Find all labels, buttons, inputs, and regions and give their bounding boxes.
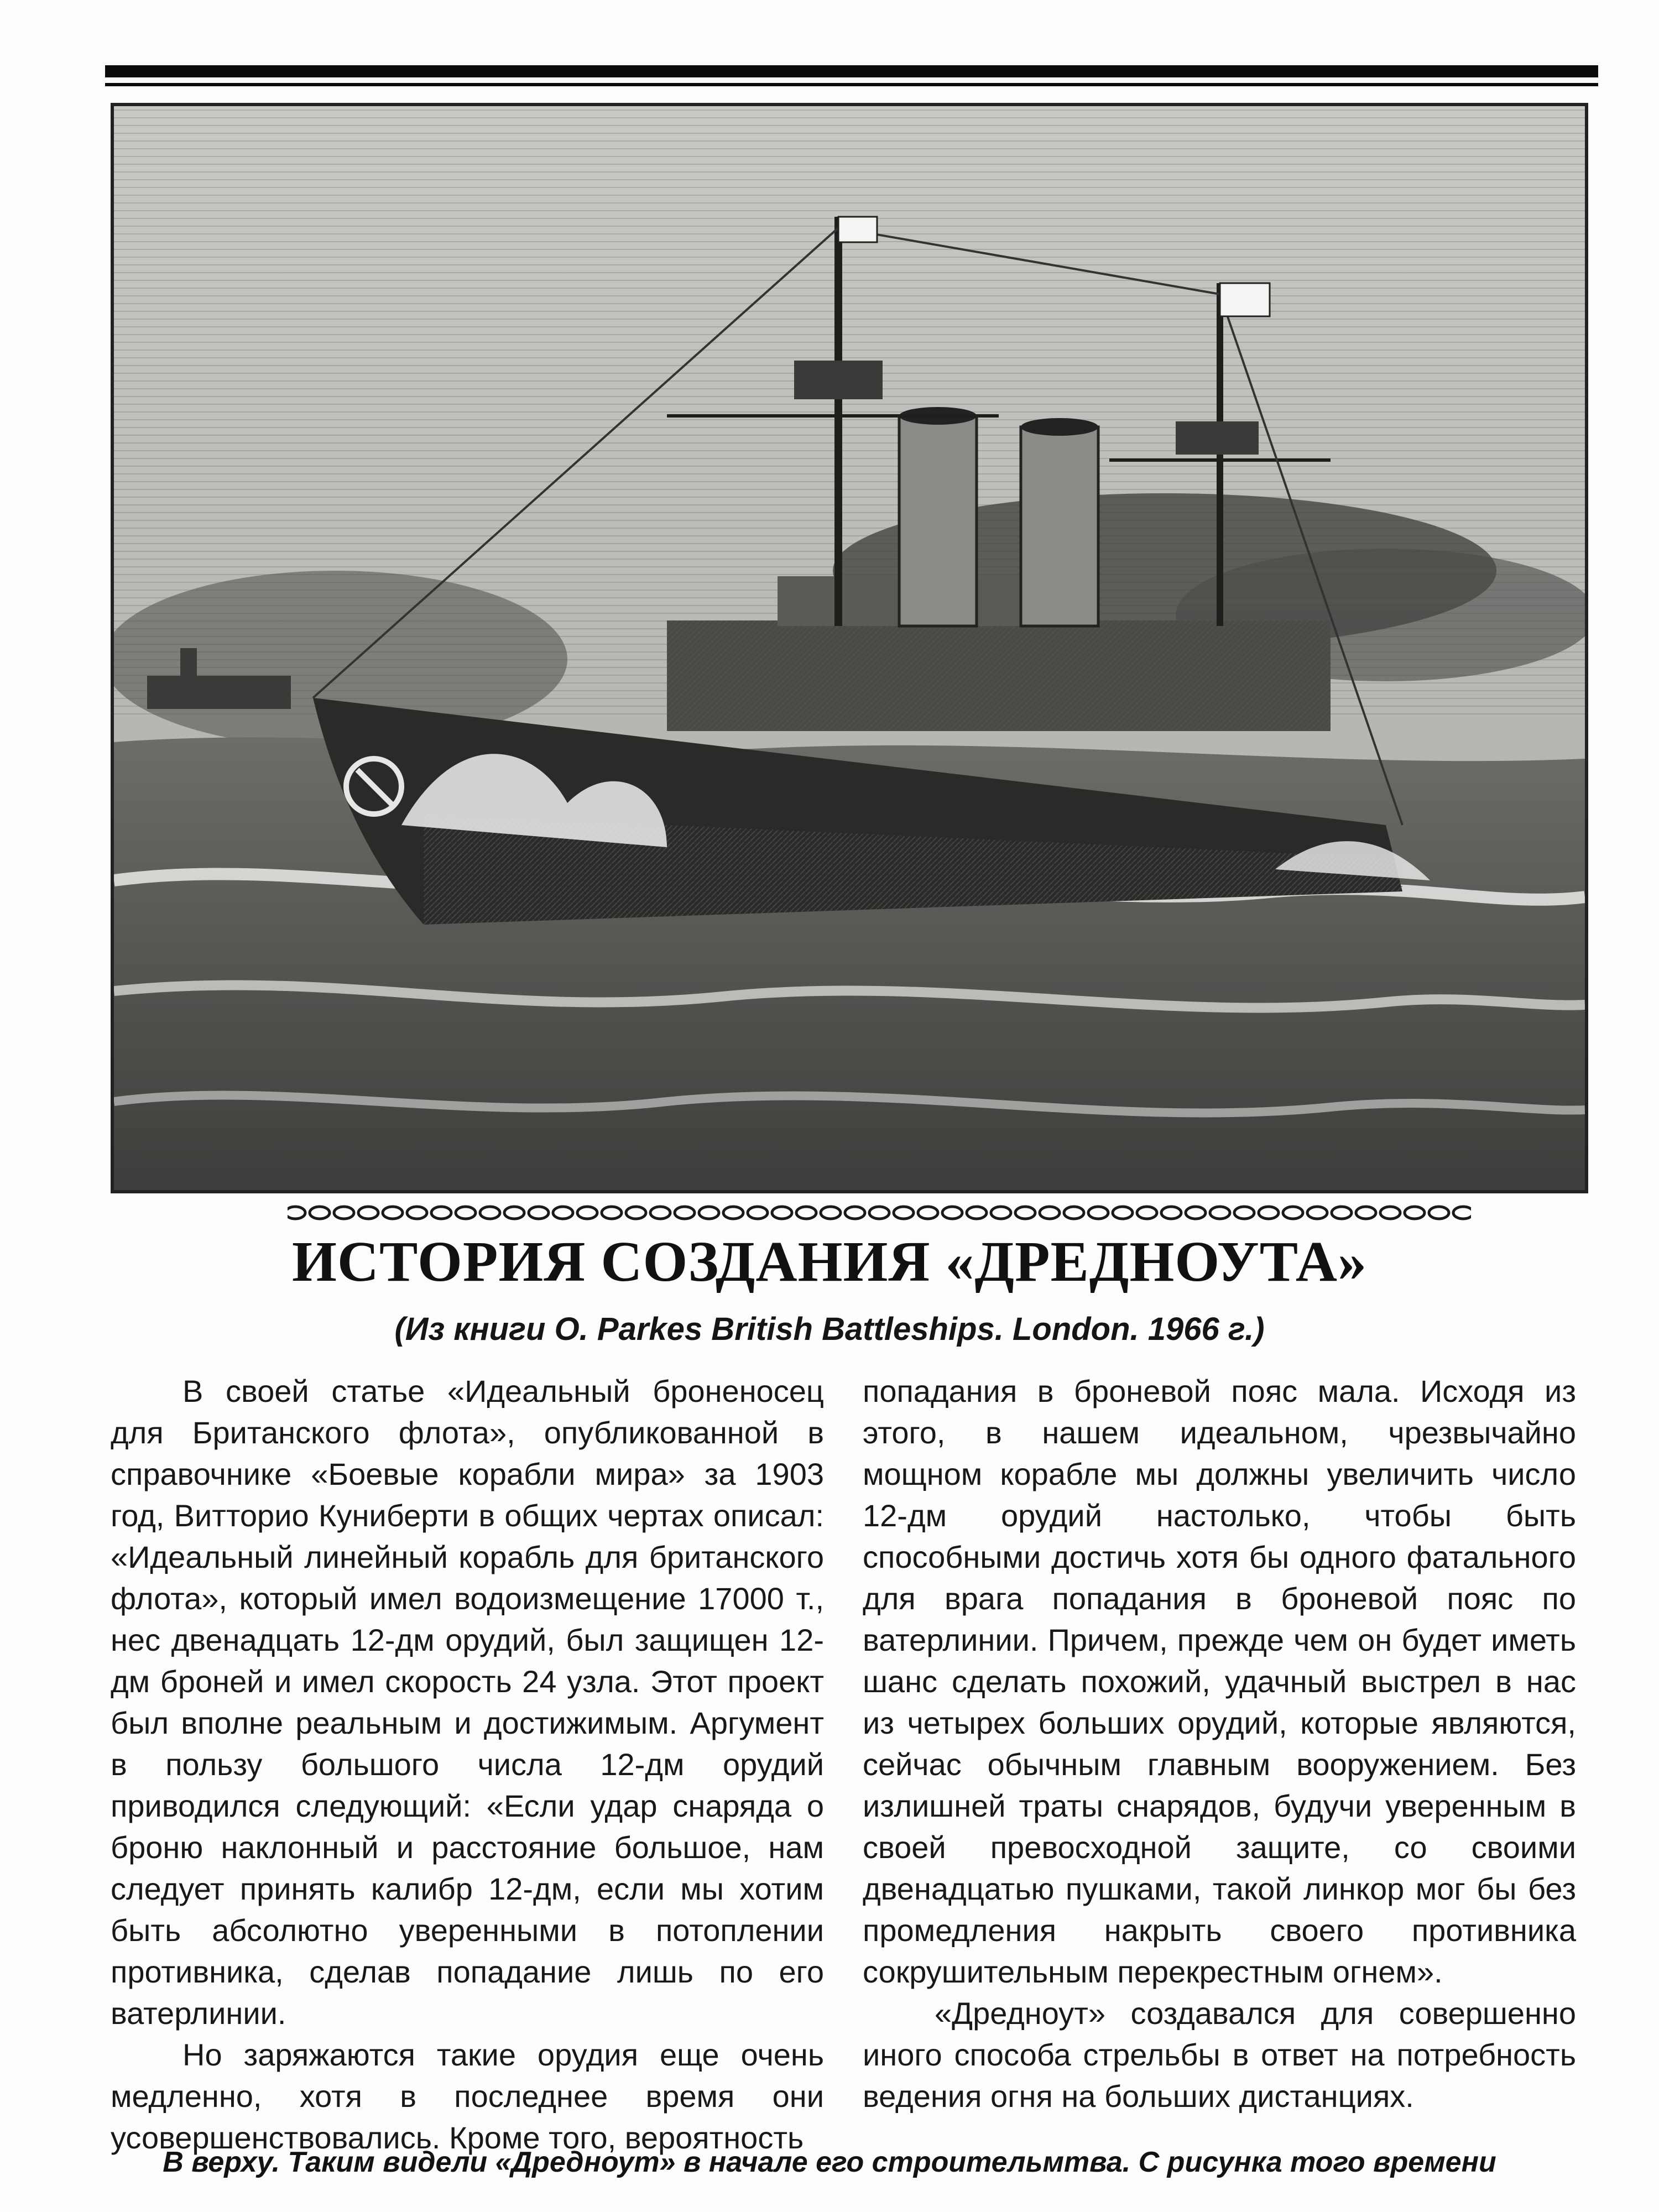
chain-link [1307, 1207, 1327, 1219]
chain-link [553, 1207, 573, 1219]
chain-link [772, 1207, 792, 1219]
chain-link [845, 1207, 865, 1219]
chain-link [310, 1207, 330, 1219]
chain-link [1234, 1207, 1254, 1219]
chain-link [529, 1207, 549, 1219]
chain-link [602, 1207, 622, 1219]
chain-link [918, 1207, 938, 1219]
article-source: (Из книги О. Parkes British Battleships. London. 1966 г.) [394, 1311, 1265, 1347]
battleship-engraving [111, 103, 1588, 1193]
chain-link [869, 1207, 889, 1219]
chain-link [1113, 1207, 1133, 1219]
chain-link [748, 1207, 768, 1219]
chain-link [1088, 1207, 1108, 1219]
chain-link [383, 1207, 403, 1219]
chain-link [480, 1207, 500, 1219]
chain-link [1137, 1207, 1157, 1219]
top-rule-thick [105, 65, 1598, 77]
chain-link [1453, 1207, 1471, 1219]
chain-link [577, 1207, 597, 1219]
chain-link [942, 1207, 962, 1219]
chain-link [1064, 1207, 1084, 1219]
chain-link [358, 1207, 378, 1219]
chain-link [894, 1207, 914, 1219]
chain-link [1040, 1207, 1060, 1219]
paragraph: попадания в броневой пояс мала. Исходя из этого, в нашем идеальном, чрезвычайно мощном корабле мы должны увеличить число 12-дм орудий настолько, чтобы быть способными достичь хотя бы одного фатального для врага попадания в броневой пояс по ватерлинии. Причем, прежде чем он будет иметь шанс сделать похожий, удачный выстрел в нас из четырех больших орудий, которые являются, сейчас обычным главным вооружением. Без излишней траты снарядов, будучи уверенным в своей превосходной защите, со своими двенадцатью пушками, такой линкор мог бы без промедления накрыть своего противника сокрушительным перекрестным огнем». [863, 1374, 1576, 1989]
chain-link [1380, 1207, 1400, 1219]
chain-link [1332, 1207, 1352, 1219]
paragraph: «Дредноут» создавался для совершенно иного способа стрельбы в ответ на потребность ведения огня на больших дистанциях. [863, 1996, 1576, 2114]
figure-caption: В верху. Таким видели «Дредноут» в начале его строительмтва. С рисунка того времени [163, 2146, 1496, 2178]
chain-link [626, 1207, 646, 1219]
chain-link [675, 1207, 695, 1219]
text-column-right [863, 1370, 1576, 2117]
chain-link [796, 1207, 816, 1219]
paragraph: Но заряжаются такие орудия еще очень медленно, хотя в последнее время они усовершенствовались. Кроме того, вероятность [111, 2037, 824, 2155]
chain-link [288, 1207, 305, 1219]
chain-link [1356, 1207, 1376, 1219]
chain-link [699, 1207, 719, 1219]
chain-link [1283, 1207, 1303, 1219]
paragraph: В своей статье «Идеальный броненосец для Британского флота», опубликованной в справочнике «Боевые корабли мира» за 1903 год, Витторио Куниберти в общих чертах описал: «Идеальный линейный корабль для британского флота», который имел водоизмещение 17000 т., нес двенадцать 12-дм орудий, был защищен 12-дм броней и имел скорость 24 узла. Этот проект был вполне реальным и достижимым. Аргумент в пользу большого числа 12-дм орудий приводился следующий: «Если удар снаряда о броню наклонный и расстояние большое, нам следует принять калибр 12-дм, если мы хотим быть абсолютно уверенными в потоплении противника, сделав попадание лишь по его ватерлинии. [111, 1374, 824, 2031]
chain-ornament [288, 1203, 1471, 1222]
chain-link [1210, 1207, 1230, 1219]
chain-link [334, 1207, 354, 1219]
chain-link [456, 1207, 476, 1219]
chain-link [821, 1207, 841, 1219]
chain-link [407, 1207, 427, 1219]
chain-link [991, 1207, 1011, 1219]
chain-link [1161, 1207, 1181, 1219]
chain-link [1259, 1207, 1279, 1219]
text-column-left [111, 1370, 824, 2158]
article-title: ИСТОРИЯ СОЗДАНИЯ «ДРЕДНОУТА» [291, 1230, 1368, 1293]
chain-link [1429, 1207, 1449, 1219]
chain-link [723, 1207, 743, 1219]
chain-link [1405, 1207, 1425, 1219]
chain-link [1186, 1207, 1206, 1219]
chain-link [1015, 1207, 1035, 1219]
chain-link [431, 1207, 451, 1219]
chain-link [967, 1207, 987, 1219]
chain-link [650, 1207, 670, 1219]
chain-link [504, 1207, 524, 1219]
top-rule-thin [105, 83, 1598, 86]
